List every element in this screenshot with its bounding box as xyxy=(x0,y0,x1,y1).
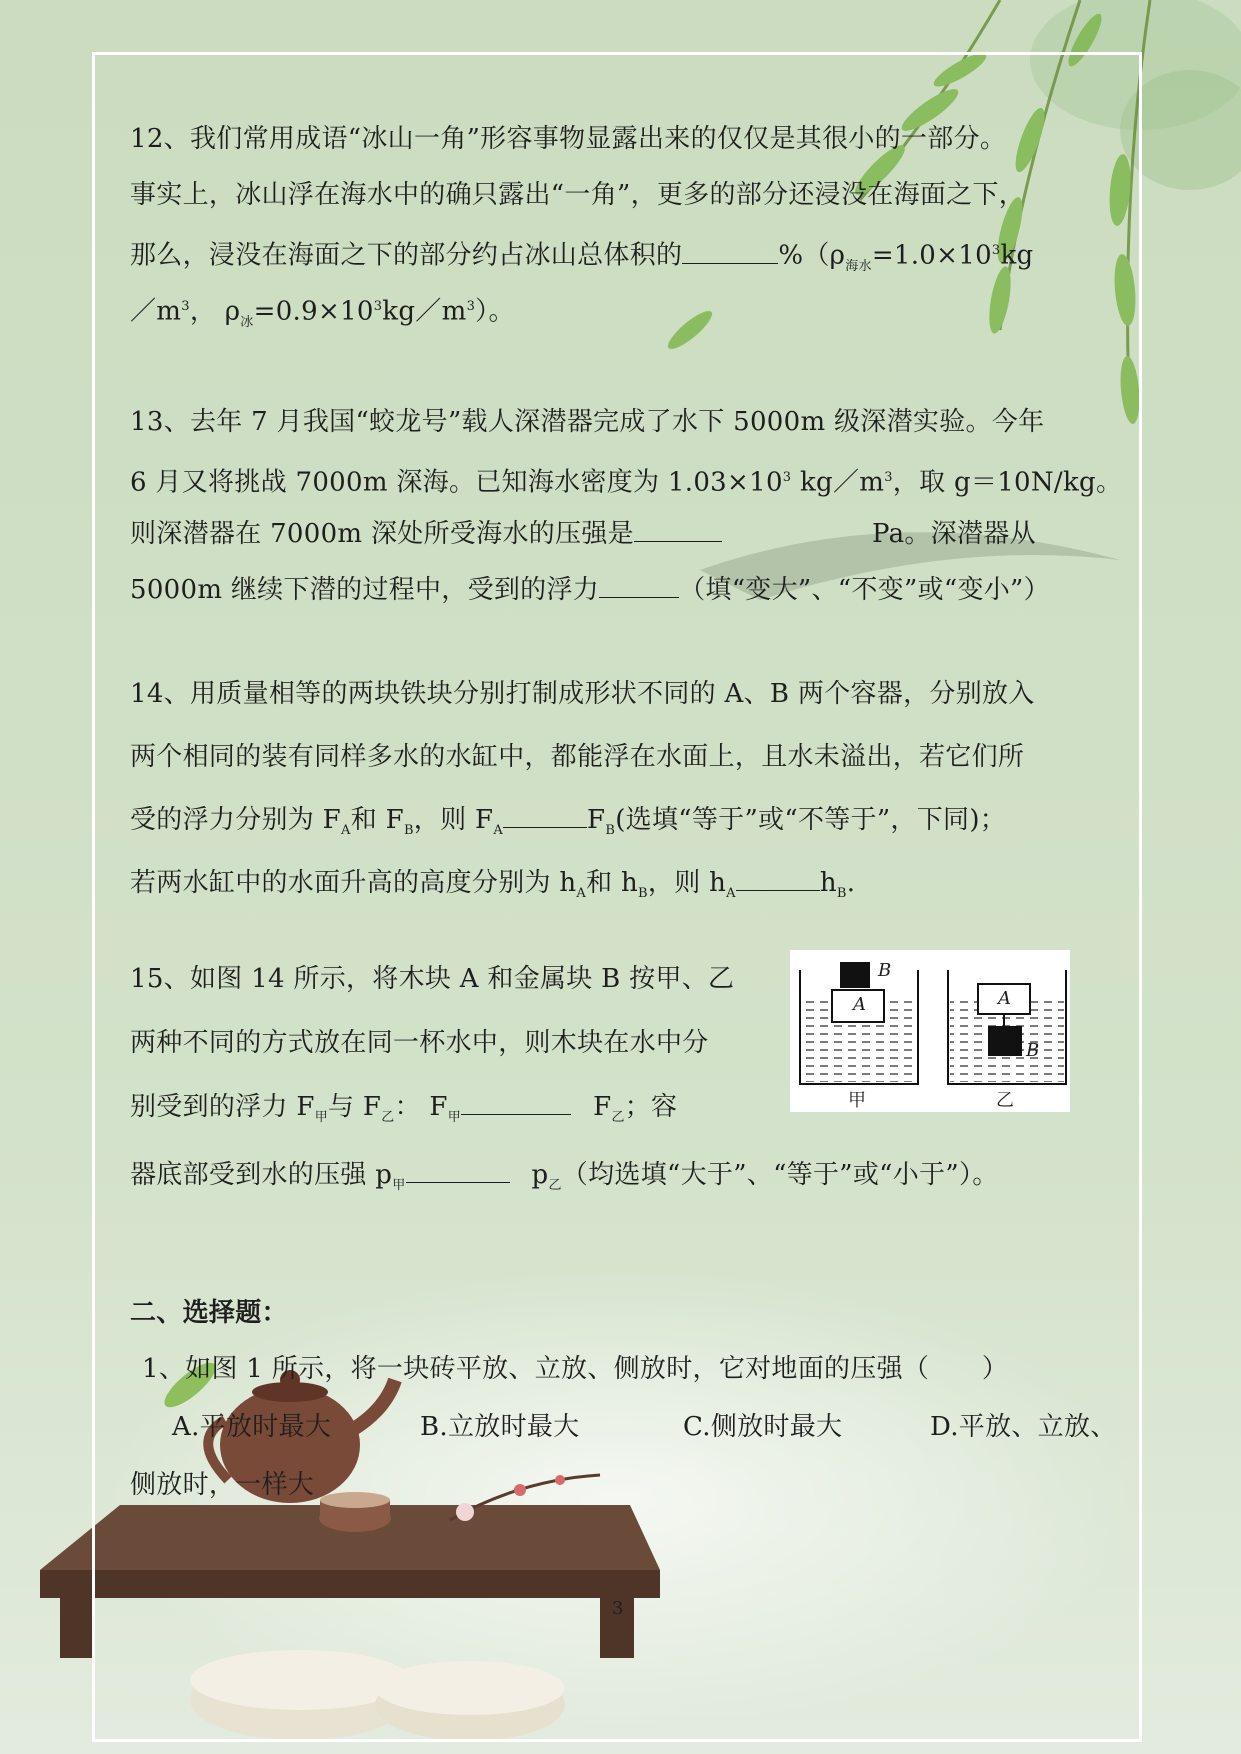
q13-pressure-blank[interactable] xyxy=(634,517,722,542)
q15-line4: 器底部受到水的压强 $p_甲$ $p_乙$（均选填“大于”、“等于”或“小于”）。 xyxy=(130,1160,999,1194)
figure-label-b-jia: B xyxy=(878,960,892,981)
q13-line1: 13、去年 7 月我国“蛟龙号”载人深潜器完成了水下 5000m 级深潜实验。今年 xyxy=(130,407,1045,437)
mc1-stem: 1、如图 1 所示，将一块砖平放、立放、侧放时，它对地面的压强（ ） xyxy=(142,1354,1009,1384)
q14-line3: 受的浮力分别为 $F_A$和 $F_B$，则 $F_A$ $F_B$(选填“等于”或“不等于”，下同)； xyxy=(130,805,1007,839)
q15-force-blank[interactable] xyxy=(461,1090,571,1115)
figure-label-a-yi: A xyxy=(998,988,1011,1009)
mc1-option-d[interactable]: D.平放、立放、 xyxy=(930,1412,1117,1442)
q13-buoyancy-blank[interactable] xyxy=(599,573,679,598)
mc1-option-b[interactable]: B.立放时最大 xyxy=(420,1412,580,1442)
q12-line2: 事实上，冰山浮在海水中的确只露出“一角”，更多的部分还浸没在海面之下， xyxy=(130,180,1026,210)
q15-pressure-blank[interactable] xyxy=(406,1158,510,1183)
mc1-option-d-continued: 侧放时，一样大 xyxy=(130,1470,315,1500)
page-number: 3 xyxy=(612,1598,624,1619)
q13-line4: 5000m 继续下潜的过程中，受到的浮力 （填“变大”、“不变”或“变小”） xyxy=(130,575,1050,605)
beaker-jia-icon xyxy=(800,962,918,1084)
section-title: 二、选择题： xyxy=(130,1298,288,1328)
q13-line2: 6 月又将挑战 7000m 深海。已知海水密度为 $1.03\times 10^3$ $kg/m^3$，取 g＝10N/kg。 xyxy=(130,467,1123,498)
q12-blank[interactable] xyxy=(682,239,778,264)
q15-line2: 两种不同的方式放在同一杯水中，则木块在水中分 xyxy=(130,1028,709,1058)
q15-line1: 15、如图 14 所示，将木块 A 和金属块 B 按甲、乙 xyxy=(130,964,735,994)
q14-line2: 两个相同的装有同样多水的水缸中，都能浮在水面上，且水未溢出，若它们所 xyxy=(130,742,1025,772)
q14-line4: 若两水缸中的水面升高的高度分别为 $h_A$和 $h_B$，则 $h_A$ $h_B$. xyxy=(130,868,856,902)
q12-line4: $/m^3$， $\rho_冰=0.9\times 10^3kg/m^3$）。 xyxy=(130,296,515,330)
mc1-option-a[interactable]: A.平放时最大 xyxy=(172,1412,332,1442)
q12-line3: 那么，浸没在海面之下的部分约占冰山总体积的 $\%(\rho_{海水}=1.0\times 10^3kg$ xyxy=(130,240,1034,274)
figure-label-a-jia: A xyxy=(853,994,866,1015)
figure-caption-jia: 甲 xyxy=(848,1090,866,1111)
figure-label-b-yi: B xyxy=(1026,1040,1040,1061)
mc1-option-c[interactable]: C.侧放时最大 xyxy=(683,1412,843,1442)
q12-line1: 12、我们常用成语“冰山一角”形容事物显露出来的仅仅是其很小的一部分。 xyxy=(130,124,1007,154)
q14-force-blank[interactable] xyxy=(503,803,587,828)
figure-caption-yi: 乙 xyxy=(996,1090,1014,1111)
q13-line3: 则深潜器在 7000m 深处所受海水的压强是 Pa。深潜器从 xyxy=(130,519,1036,549)
q14-line1: 14、用质量相等的两块铁块分别打制成形状不同的 A、B 两个容器，分别放入 xyxy=(130,679,1035,709)
q15-line3: 别受到的浮力 $F_甲$与 $F_乙$： $F_甲$ $F_乙$；容 xyxy=(130,1092,678,1126)
figure-14 xyxy=(790,950,1070,1112)
q14-height-blank[interactable] xyxy=(736,866,820,891)
